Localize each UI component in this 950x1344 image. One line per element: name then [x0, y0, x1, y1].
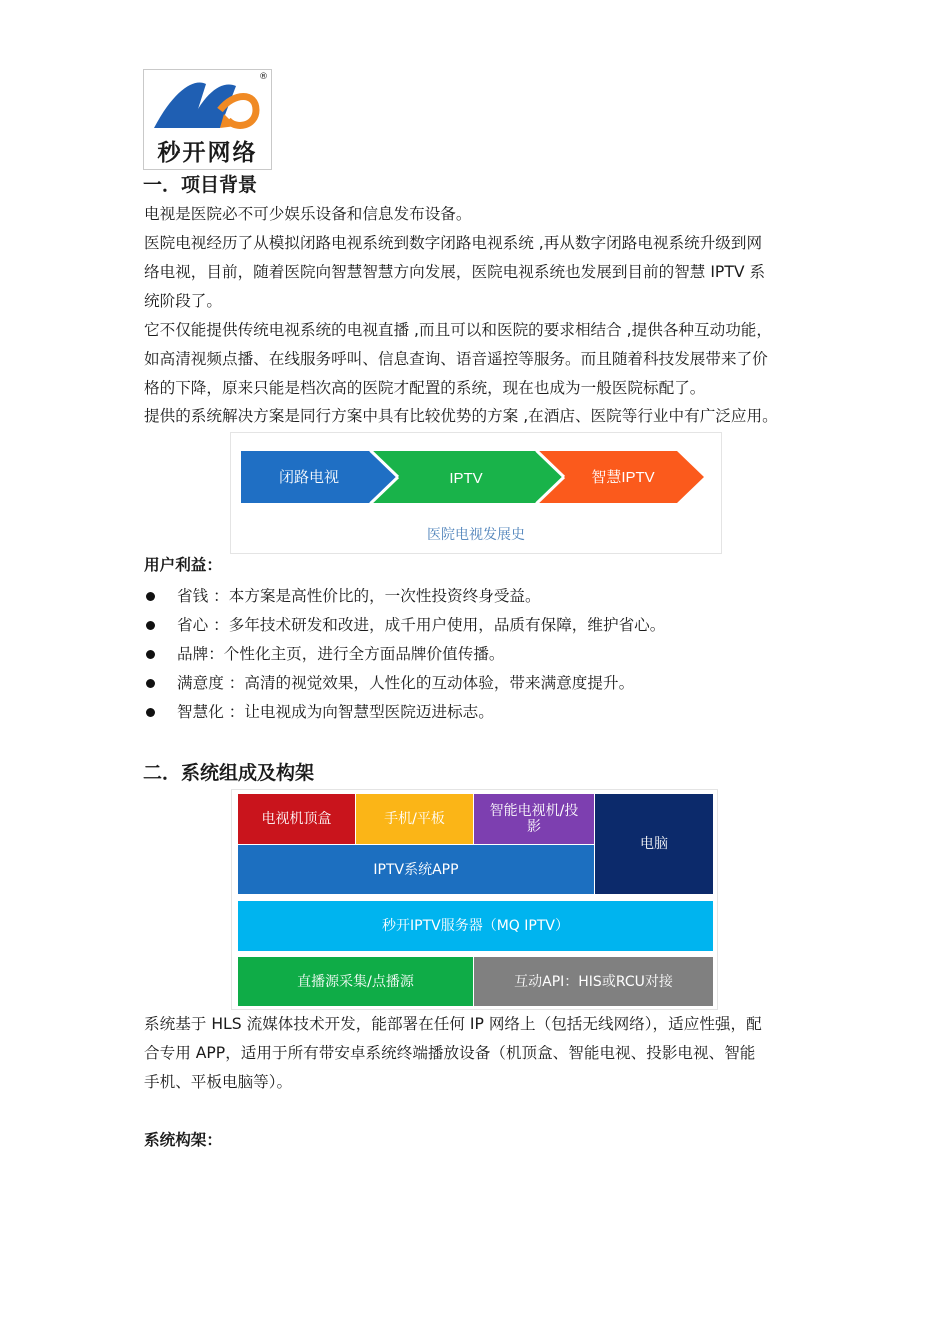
- history-caption: 医院电视发展史: [427, 527, 525, 543]
- arch-block-api: 互动API：HIS或RCU对接: [474, 957, 713, 1006]
- arch-block-app: IPTV系统APP: [238, 845, 594, 894]
- logo-text: 秒开网络: [157, 140, 258, 166]
- history-step-label: IPTV: [449, 470, 483, 487]
- arch-block-server: 秒开IPTV服务器（MQ IPTV）: [238, 901, 713, 951]
- arch-block-smarttv: 智能电视机/投影: [474, 794, 594, 844]
- benefits-title: 用户利益：: [144, 556, 222, 574]
- paragraph-line: 系统基于 HLS 流媒体技术开发，能部署在任何 IP 网络上（包括无线网络），适应性强，配: [144, 1015, 762, 1033]
- section-heading-architecture: 二．系统组成及构架: [143, 762, 315, 784]
- benefits-list: [144, 582, 665, 727]
- paragraph-line: 电视是医院必不可少娱乐设备和信息发布设备。: [144, 205, 472, 223]
- arch-block-source: 直播源采集/点播源: [238, 957, 473, 1006]
- company-logo: [143, 69, 272, 170]
- section-heading-background: 一．项目背景: [143, 174, 258, 196]
- paragraph-line: 它不仅能提供传统电视系统的电视直播 ,而且可以和医院的要求相结合 ,提供各种互动功能，: [144, 321, 772, 339]
- benefit-item: 满意度 ：高清的视觉效果，人性化的互动体验，带来满意度提升。: [144, 669, 665, 698]
- logo-mark-icon: [144, 70, 271, 140]
- paragraph-line: 合专用 APP，适用于所有带安卓系统终端播放设备（机顶盒、智能电视、投影电视、智能: [144, 1044, 756, 1062]
- paragraph-line: 提供的系统解决方案是同行方案中具有比较优势的方案 ,在酒店、医院等行业中有广泛应用。: [144, 407, 778, 425]
- arch-block-stb: 电视机顶盒: [238, 794, 355, 844]
- paragraph-line: 统阶段了。: [144, 292, 222, 310]
- architecture-figure: [231, 789, 718, 1010]
- arch-block-pc: 电脑: [595, 794, 713, 894]
- paragraph-line: 如高清视频点播、在线服务呼叫、信息查询、语音遥控等服务。而且随着科技发展带来了价: [144, 350, 768, 368]
- benefit-item: 省钱 ：本方案是高性价比的，一次性投资终身受益。: [144, 582, 665, 611]
- history-figure: [230, 432, 722, 554]
- benefit-item: 智慧化 ：让电视成为向智慧型医院迈进标志。: [144, 698, 665, 727]
- registered-mark: ®: [259, 72, 268, 82]
- paragraph-line: 手机、平板电脑等）。: [144, 1073, 293, 1091]
- paragraph-line: 格的下降，原来只能是档次高的医院才配置的系统，现在也成为一般医院标配了。: [144, 379, 706, 397]
- benefit-item: 省心 ：多年技术研发和改进，成千用户使用，品质有保障，维护省心。: [144, 611, 665, 640]
- arch-block-phone: 手机/平板: [356, 794, 473, 844]
- paragraph-line: 医院电视经历了从模拟闭路电视系统到数字闭路电视系统 ,再从数字闭路电视系统升级到网: [144, 234, 763, 252]
- history-step-label: 智慧IPTV: [591, 469, 655, 486]
- benefit-item: 品牌：个性化主页，进行全方面品牌价值传播。: [144, 640, 665, 669]
- architecture-title: 系统构架：: [144, 1131, 222, 1149]
- paragraph-line: 络电视，目前，随着医院向智慧智慧方向发展，医院电视系统也发展到目前的智慧 IPTV 系: [144, 263, 766, 281]
- history-arrows: [231, 447, 721, 527]
- history-step-label: 闭路电视: [278, 469, 340, 486]
